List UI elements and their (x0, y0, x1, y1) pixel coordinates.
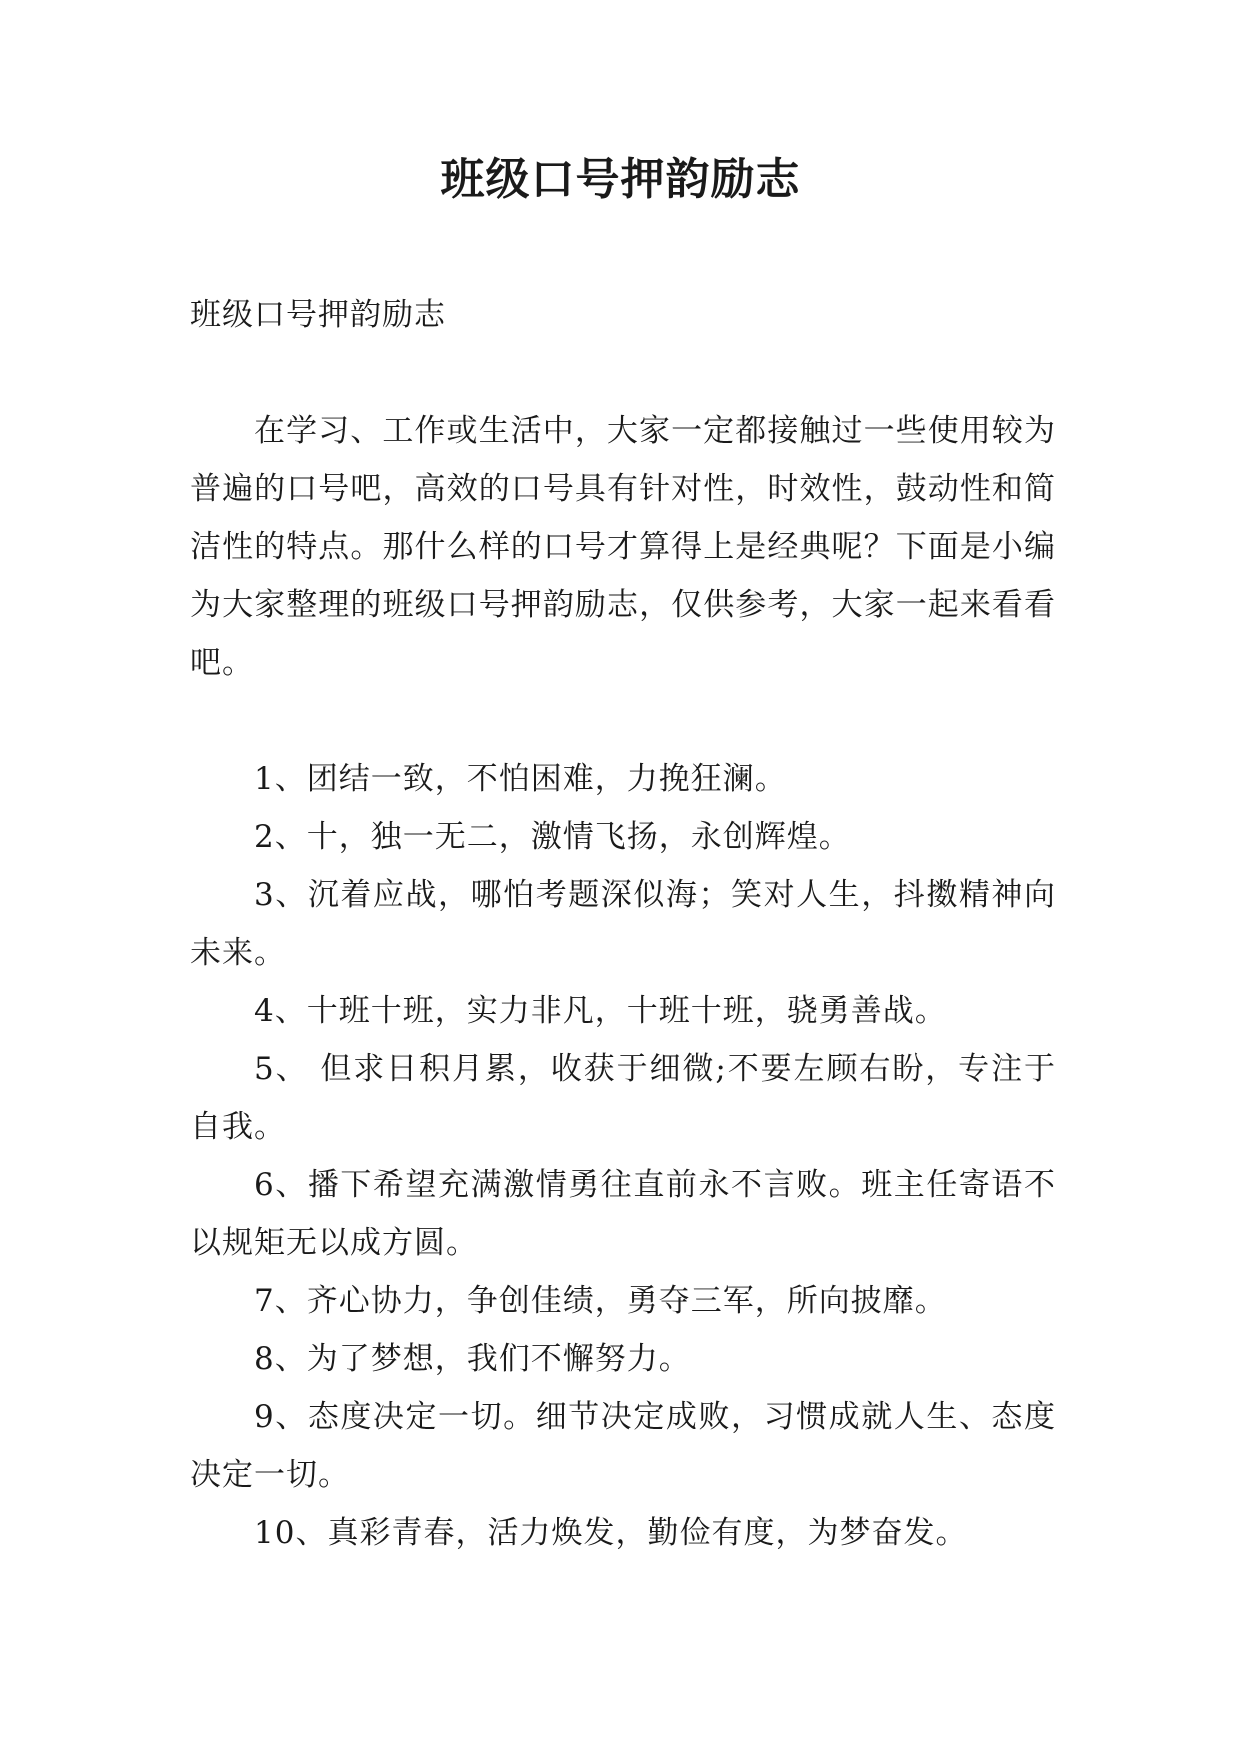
slogan-item: 2、十，独一无二，激情飞扬，永创辉煌。 (254, 819, 851, 855)
document-body (190, 286, 1056, 1562)
slogan-item: 4、十班十班，实力非凡，十班十班，骁勇善战。 (254, 993, 947, 1029)
intro-paragraph: 在学习、工作或生活中，大家一定都接触过一些使用较为普遍的口号吧，高效的口号具有针对性，时效性，鼓动性和简洁性的特点。那什么样的口号才算得上是经典呢？下面是小编为大家整理的班级口号押韵励志，仅供参考，大家一起来看看吧。 (190, 413, 1056, 681)
slogan-item: 3、沉着应战，哪怕考题深似海；笑对人生，抖擞精神向未来。 (190, 877, 1056, 971)
document-title: 班级口号押韵励志 (440, 154, 801, 205)
slogan-item: 6、播下希望充满激情勇往直前永不言败。班主任寄语不以规矩无以成方圆。 (190, 1167, 1056, 1261)
slogan-item: 1、团结一致，不怕困难，力挽狂澜。 (254, 761, 787, 797)
slogan-item: 10、真彩青春，活力焕发，勤俭有度，为梦奋发。 (254, 1515, 968, 1551)
slogan-item: 9、态度决定一切。细节决定成败，习惯成就人生、态度决定一切。 (190, 1399, 1056, 1493)
document-subtitle: 班级口号押韵励志 (190, 297, 446, 333)
slogan-item: 8、为了梦想，我们不懈努力。 (254, 1341, 691, 1377)
slogan-item: 5、 但求日积月累，收获于细微;不要左顾右盼，专注于自我。 (190, 1051, 1056, 1145)
slogan-item: 7、齐心协力，争创佳绩，勇夺三军，所向披靡。 (254, 1283, 947, 1319)
